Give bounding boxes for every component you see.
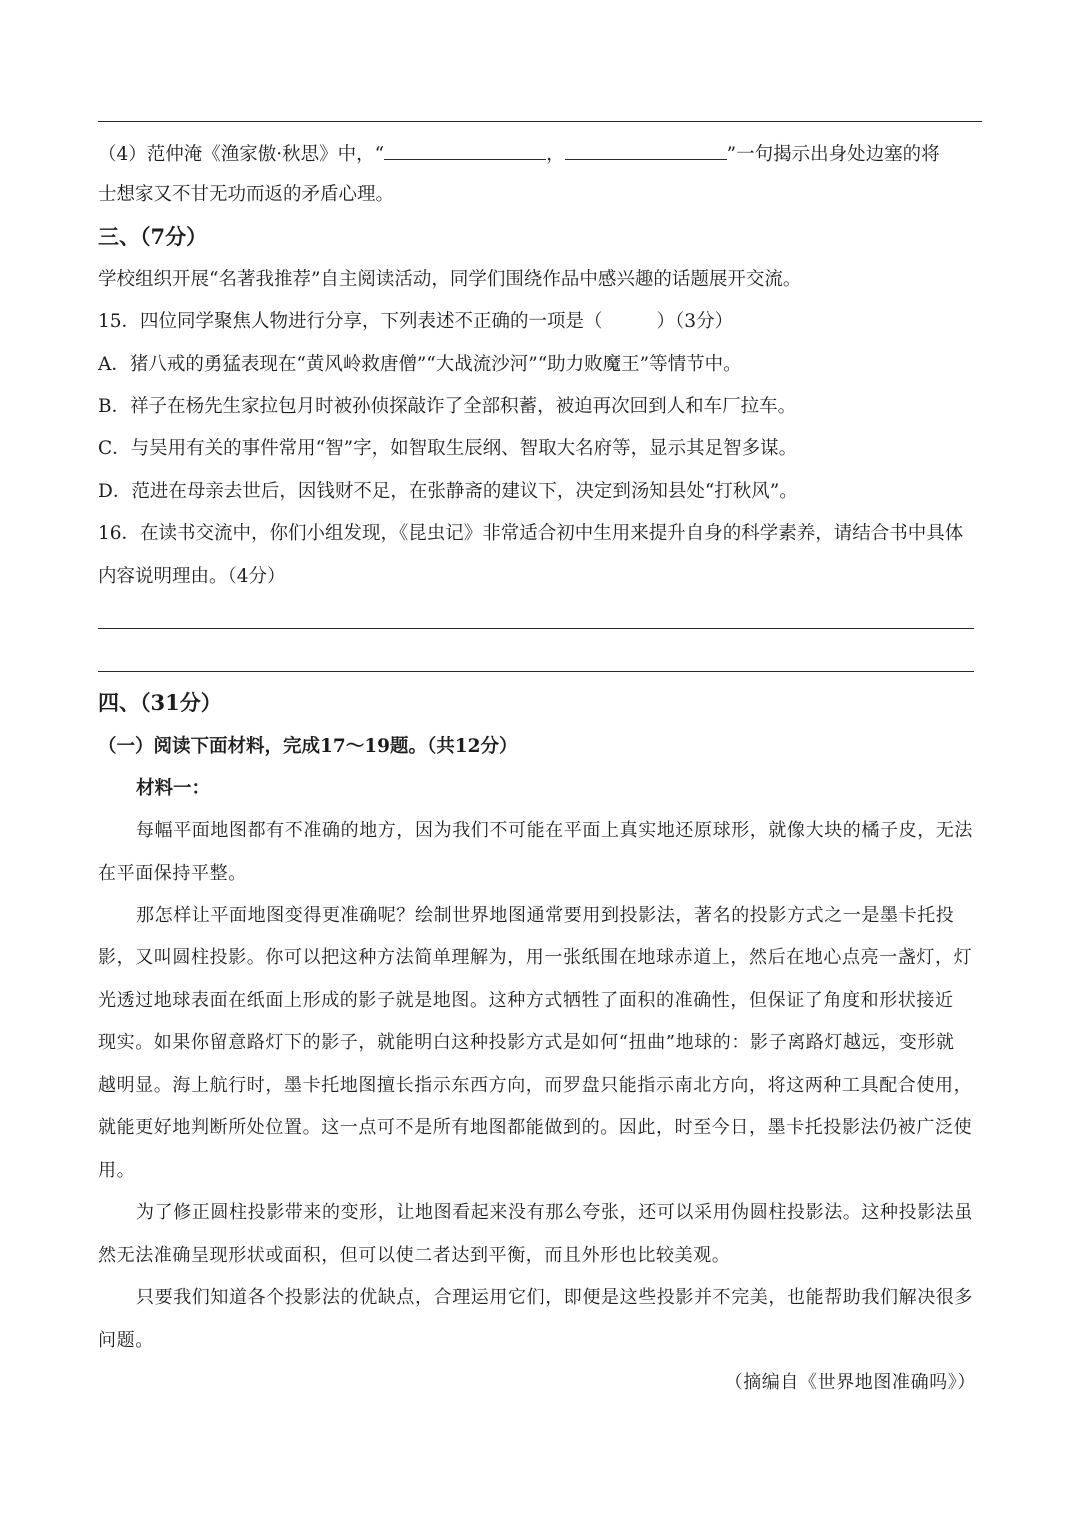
- q14-4-line1: [98, 139, 940, 168]
- material-p2-line5: 越明显。海上航行时，墨卡托地图擅长指示东西方向，而罗盘只能指示南北方向，将这两种工具配合使用，: [98, 1075, 973, 1096]
- section-4-heading: 四、（31分）: [98, 690, 222, 715]
- section-3-intro: 学校组织开展“名著我推荐”自主阅读活动，同学们围绕作品中感兴趣的话题展开交流。: [98, 269, 802, 290]
- material-p4-line1: 只要我们知道各个投影法的优缺点，合理运用它们，即便是这些投影并不完美，也能帮助我们解决很多: [136, 1287, 973, 1308]
- q15-stem: [98, 309, 733, 335]
- q14-4-comma: ，: [546, 144, 565, 165]
- q15-option-c: C．与吴用有关的事件常用“智”字，如智取生辰纲、智取大名府等，显示其足智多谋。: [98, 438, 798, 459]
- q16-line1: 16．在读书交流中，你们小组发现，《昆虫记》非常适合初中生用来提升自身的科学素养，请结合书中具体: [98, 523, 964, 544]
- material-p2-line3: 光透过地球表面在纸面上形成的影子就是地图。这种方式牺牲了面积的准确性，但保证了角度和形状接近: [98, 990, 954, 1011]
- material-1-label: 材料一：: [136, 778, 211, 799]
- material-p4-line2: 问题。: [98, 1330, 154, 1351]
- material-p1-line1: 每幅平面地图都有不准确的地方，因为我们不可能在平面上真实地还原球形，就像大块的橘子皮，无法: [136, 820, 973, 841]
- material-p2-line2: 影，又叫圆柱投影。你可以把这种方法简单理解为，用一张纸围在地球赤道上，然后在地心点亮一盏灯，灯: [98, 947, 973, 968]
- q16-answer-line-2[interactable]: [98, 671, 974, 672]
- q15-option-d: D．范进在母亲去世后，因钱财不足，在张静斋的建议下，决定到汤知县处“打秋风”。: [98, 481, 798, 502]
- q14-4-suffix: ”一句揭示出身处边塞的将: [726, 144, 940, 165]
- material-p3-line1: 为了修正圆柱投影带来的变形，让地图看起来没有那么夸张，还可以采用伪圆柱投影法。这种投影法虽: [136, 1202, 973, 1223]
- q14-4-prefix: （4）范仲淹《渔家傲·秋思》中，“: [98, 144, 385, 165]
- q14-4-line2: 士想家又不甘无功而返的矛盾心理。: [98, 184, 395, 205]
- q16-answer-line-1[interactable]: [98, 628, 974, 629]
- q15-option-b: B．祥子在杨先生家拉包月时被孙侦探敲诈了全部积蓄，被迫再次回到人和车厂拉车。: [98, 396, 797, 417]
- section-4-part1-heading: （一）阅读下面材料，完成17～19题。（共12分）: [98, 736, 518, 757]
- top-answer-line: [98, 121, 982, 122]
- q14-4-blank-2[interactable]: [565, 139, 727, 160]
- material-p2-line6: 就能更好地判断所处位置。这一点可不是所有地图都能做到的。因此，时至今日，墨卡托投影法仍被广泛使: [98, 1117, 973, 1138]
- material-p2-line7: 用。: [98, 1160, 136, 1181]
- material-p2-line4: 现实。如果你留意路灯下的影子，就能明白这种投影方式是如何“扭曲”地球的：影子离路灯越远，变形就: [98, 1032, 955, 1053]
- q15-stem-text: 15．四位同学聚焦人物进行分享，下列表述不正确的一项是（: [98, 311, 603, 332]
- material-p3-line2: 然无法准确呈现形状或面积，但可以使二者达到平衡，而且外形也比较美观。: [98, 1245, 731, 1266]
- q15-points: ）（3分）: [656, 311, 734, 332]
- material-source: （摘编自《世界地图准确吗》）: [724, 1372, 976, 1393]
- material-p1-line2: 在平面保持平整。: [98, 863, 247, 884]
- q15-option-a: A．猪八戒的勇猛表现在“黄风岭救唐僧”“大战流沙河”“助力败魔王”等情节中。: [98, 354, 742, 375]
- section-3-heading: 三、（7分）: [98, 224, 208, 249]
- q16-line2: 内容说明理由。（4分）: [98, 566, 286, 587]
- material-p2-line1: 那怎样让平面地图变得更准确呢？绘制世界地图通常要用到投影法，著名的投影方式之一是墨卡托投: [136, 905, 955, 926]
- q14-4-blank-1[interactable]: [384, 139, 546, 160]
